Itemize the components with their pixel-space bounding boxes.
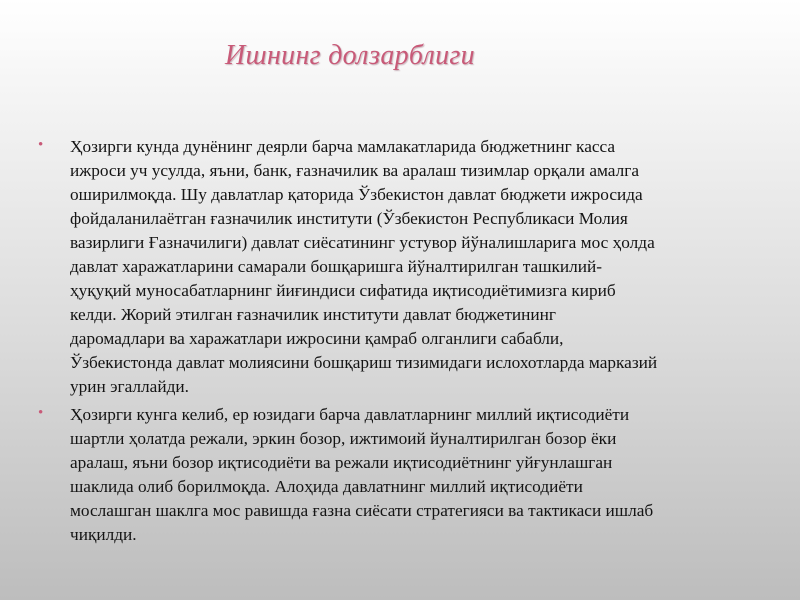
bullet-icon: • — [38, 405, 44, 421]
slide-title: Ишнинг долзарблиги — [225, 40, 475, 71]
bullet-list — [38, 135, 778, 551]
bullet-text: Ҳозирги кунга келиб, ер юзидаги барча давлатларнинг миллий иқтисодиёти шартли ҳолатда режали, эркин бозор, ижтимоий йуналтирилган бозор ёки аралаш, яъни бозор иқтисодиёти ва режали иқтисодиётнинг уйғунлашган шаклида олиб борилмоқда. Алоҳида давлатнинг миллий иқтисодиёти мослашган шаклга мос равишда ғазна сиёсати стратегияси ва тактикаси ишлаб чиқилди. — [70, 405, 654, 544]
bullet-text: Ҳозирги кунда дунёнинг деярли барча мамлакатларида бюджетнинг касса ижроси уч усулда, яъни, банк, ғазначилик ва аралаш тизимлар орқали амалга оширилмоқда. Шу давлатлар қаторида Ўзбекистон давлат бюджети ижросида фойдаланилаётган ғазначилик институти (Ўзбекистон Республикаси Молия вазирлиги Ғазначилиги) давлат сиёсатининг устувор йўналишларига мос ҳолда давлат харажатларини самарали бошқаришга йўналтирилган ташкилий- ҳуқуқий муносабатларнинг йиғиндиси сифатида иқтисодиётимизга кириб келди. Жорий этилган ғазначилик институти давлат бюджетининг даромадлари ва харажатлари ижросини қамраб олганлиги сабабли, Ўзбекистонда давлат молиясини бошқариш тизимидаги ислохотларда марказий урин эгаллайди. — [70, 137, 658, 396]
bullet-item — [38, 403, 778, 547]
bullet-icon: • — [38, 137, 44, 153]
bullet-item — [38, 135, 778, 399]
